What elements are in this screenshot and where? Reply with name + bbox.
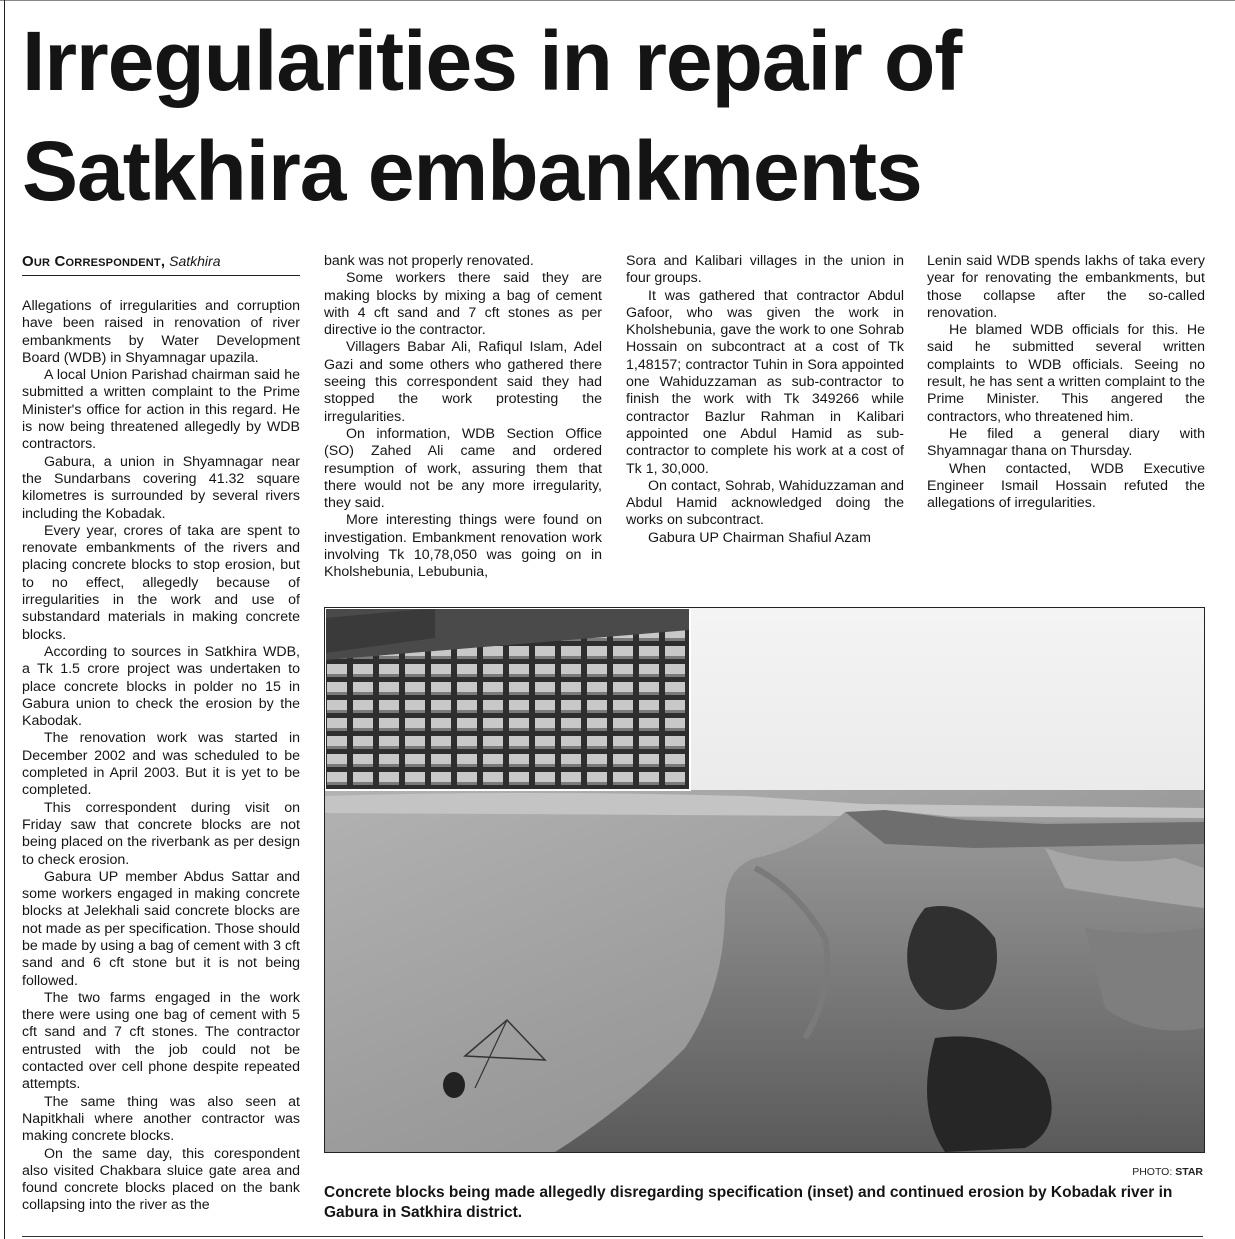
paragraph: On contact, Sohrab, Wahiduzzaman and Abdul Hamid acknowledged doing the works on subcontract.: [626, 477, 904, 529]
photo-credit-source: STAR: [1175, 1166, 1203, 1178]
photo-credit: [1070, 1166, 1203, 1178]
paragraph: The two farms engaged in the work there were using one bag of cement with 5 cft sand and 7 cft stones. The contractor entrusted with the job could not be contacted over cell phone despite repeated attempts.: [22, 989, 300, 1093]
paragraph: Sora and Kalibari villages in the union in four groups.: [626, 253, 904, 287]
paragraph: Gabura UP member Abdus Sattar and some workers engaged in making concrete blocks at Jelekhali said concrete blocks are not made as per specification. Those should be made by using a bag of cement with 3 cft sand and 6 cft stone but it is not being followed.: [22, 868, 300, 989]
article-headline: Irregularities in repair of Satkhira embankments: [22, 14, 962, 218]
byline-location: Satkhira: [169, 253, 221, 269]
paragraph: He filed a general diary with Shyamnagar thana on Thursday.: [927, 425, 1205, 460]
page-left-edge: [4, 0, 5, 1239]
paragraph: Some workers there said they are making blocks by mixing a bag of cement with 4 cft sand and 7 cft stones as per directive io the contractor.: [324, 270, 602, 339]
paragraph: He blamed WDB officials for this. He said he submitted several written complaints to WDB officials. Seeing no result, he has sent a written complaint to the Prime Minister. This angered the contractors, who threatened him.: [927, 322, 1205, 425]
photo-caption: Concrete blocks being made allegedly disregarding specification (inset) and continued erosion by Kobadak river in Gabura in Satkhira district.: [324, 1184, 1173, 1221]
erosion-photo: [324, 607, 1205, 1153]
byline: [22, 252, 300, 276]
photo-credit-label: PHOTO:: [1132, 1166, 1173, 1178]
paragraph: bank was not properly renovated.: [324, 253, 534, 269]
paragraph: Allegations of irregularities and corruption have been raised in renovation of river embankments by Water Development Board (WDB) in Shyamnagar upazila.: [22, 298, 300, 366]
paragraph: Lenin said WDB spends lakhs of taka every year for renovating the embankments, but those collapse after the so-called renovation.: [927, 253, 1205, 321]
paragraph: According to sources in Satkhira WDB, a Tk 1.5 crore project was undertaken to place concrete blocks in polder no 15 in Gabura union to check the erosion by the Kabodak.: [22, 643, 300, 730]
paragraph: It was gathered that contractor Abdul Gafoor, who was given the work in Kholshebunia, gave the work to one Sohrab Hossain on subcontract at a cost of Tk 1,48157; contractor Tuhin in Sora appointed one Wahiduzzaman as sub-contractor to finish the work with Tk 349266 while contractor Bazlur Rahman in Kalibari appointed one Abdul Hamid as sub- contractor to complete his work at a cost of Tk 1, 30,000.: [626, 287, 904, 477]
paragraph: On the same day, this corespondent also visited Chakbara sluice gate area and found concrete blocks placed on the bank collapsing into the river as the: [22, 1145, 300, 1214]
article-column-4: [927, 253, 1205, 512]
article-column-2: [324, 253, 602, 582]
article-column-3: [626, 253, 904, 547]
bottom-rule: [22, 1236, 1203, 1237]
paragraph: Villagers Babar Ali, Rafiqul Islam, Adel Gazi and some others who gathered there seeing this correspondent said they had stopped the work protesting the irregularities.: [324, 339, 602, 425]
paragraph: When contacted, WDB Executive Engineer Ismail Hossain refuted the allegations of irregularities.: [927, 460, 1205, 512]
riverbank-photo-graphic: [325, 608, 1204, 1152]
article-column-1: [22, 252, 300, 1215]
paragraph: Every year, crores of taka are spent to renovate embankments of the rivers and placing concrete blocks to stop erosion, but to no effect, allegedly because of irregularities in the work and use of substandard materials in making concrete blocks.: [22, 522, 300, 643]
paragraph: This correspondent during visit on Friday saw that concrete blocks are not being placed on the riverbank as per design to check erosion.: [22, 799, 300, 868]
paragraph: A local Union Parishad chairman said he submitted a written complaint to the Prime Minister's office for action in this regard. He is now being threatened allegedly by WDB contractors.: [22, 367, 300, 453]
paragraph: The same thing was also seen at Napitkhali where another contractor was making concrete blocks.: [22, 1093, 300, 1145]
paragraph: The renovation work was started in December 2002 and was scheduled to be completed in April 2003. But it is yet to be completed.: [22, 730, 300, 799]
paragraph: Gabura UP Chairman Shafiul Azam: [648, 529, 871, 546]
paragraph: Gabura, a union in Shyamnagar near the Sundarbans covering 41.32 square kilometres is surrounded by several rivers including the Kobadak.: [22, 453, 300, 522]
paragraph: On information, WDB Section Office (SO) Zahed Ali came and ordered resumption of work, assuring them that there would not be any more irregularity, they said.: [324, 425, 602, 512]
byline-author: Our Correspondent,: [22, 253, 166, 270]
page-top-edge: [0, 0, 1235, 1]
paragraph: More interesting things were found on investigation. Embankment renovation work involving Tk 10,78,050 was going on in Kholshebunia, Lebubunia,: [324, 512, 602, 581]
